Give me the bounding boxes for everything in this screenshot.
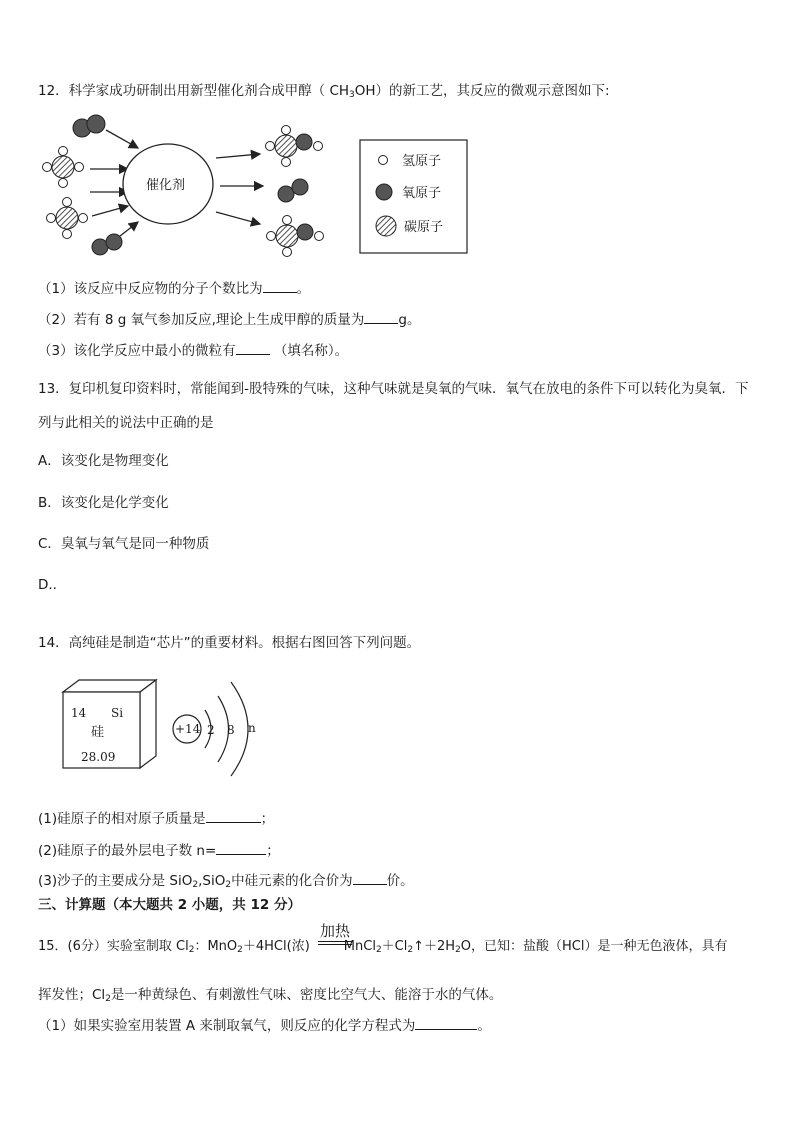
q14-sub2-tail: ； [266,843,280,859]
q12-reaction-diagram [38,112,478,262]
q12-sub1 [38,280,310,298]
q15-sub1-tail: 。 [477,1018,491,1034]
q12-sub2-blank [364,311,398,324]
legend-oxygen: 氧原子 [402,186,442,201]
q14-sub1 [38,810,274,828]
q15-line2-sub: 2 [105,994,111,1004]
q15-stem-g: O，已知：盐酸（HCl）是一种无色液体，具有 [460,939,728,954]
q14-silicon-figure [55,670,295,800]
q15-sub1 [38,1017,491,1035]
q12-stem-pre: 12．科学家成功研制出用新型催化剂合成甲醇（ CH [38,83,350,99]
q15-sub-3: 2 [375,945,382,955]
q15-stem [38,938,728,959]
q15-sub1-blank [415,1017,477,1030]
methane-molecule-left-2 [47,198,88,239]
q13-option-d: D.. [38,577,57,593]
q13-option-a: A．该变化是物理变化 [38,453,169,469]
catalyst-label: 催化剂 [146,178,186,193]
q12-sub3 [38,342,348,360]
q14-sub3 [38,872,414,894]
q12-sub1-tail: 。 [296,281,311,297]
oxygen-molecule-right [278,179,308,202]
q15-condition: 加热 [320,922,351,940]
q14-sub2-pre: (2)硅原子的最外层电子数 n= [38,843,217,859]
q14-sub1-pre: (1)硅原子的相对原子质量是 [38,811,206,827]
q15-line2 [38,986,502,1008]
legend-carbon: 碳原子 [404,220,444,235]
q14-sub2 [38,842,280,860]
q13-option-b: B．该变化是化学变化 [38,495,169,511]
q15-stem-e: ＋Cl [381,939,408,954]
q13-stem-line2: 列与此相关的说法中正确的是 [38,415,214,431]
q15-stem-c: ＋4HCl(浓) [242,939,310,954]
methane-molecule-left-1 [43,147,84,188]
q12-sub3-tail: （填名称）。 [273,343,349,359]
nucleus-charge: +14 [175,722,201,736]
element-symbol: Si [111,706,124,720]
q15-sub-4: 2 [407,945,414,955]
q12-sub3-blank [236,342,270,355]
q15-sub-2: 2 [237,945,243,955]
shell-electrons-2: 8 [227,723,235,737]
q12-stem-post: OH）的新工艺，其反应的微观示意图如下: [354,83,610,99]
q14-stem: 14．高纯硅是制造“芯片”的重要材料。根据右图回答下列问题。 [38,635,421,651]
element-name: 硅 [91,725,105,740]
q12-sub1-text: （1）该反应中反应物的分子个数比为 [38,281,263,297]
q14-sub3-tail: 价。 [386,873,414,889]
q15-stem-b: ：MnO [194,939,238,954]
element-mass: 28.09 [81,750,116,764]
q12-stem [38,82,610,104]
q14-sub3-mid1: ,SiO [198,873,226,889]
q15-stem-f: ↑＋2H [413,939,456,954]
q12-sub2-tail: g。 [398,312,421,328]
q12-sub2 [38,311,421,329]
q15-sub-1: 2 [188,945,195,955]
q12-sub2-pre: （2）若有 8 g 氧气参加反应,理论上生成甲醇的质量为 [38,312,365,328]
section-3-title: 三、计算题（本大题共 2 小题，共 12 分） [38,897,301,913]
q15-stem-d: MnCl [343,939,376,954]
q12-stem-sub: 3 [349,90,355,100]
q15-stem-a: 15．(6分）实验室制取 Cl [38,939,189,954]
q15-sub-5: 2 [455,945,461,955]
q14-sub3-pre: (3)沙子的主要成分是 SiO [38,873,193,889]
q14-sub1-tail: ； [260,811,275,827]
legend-hydrogen: 氢原子 [402,154,442,169]
q14-sub2-blank [216,842,266,855]
q15-line2-b: 是一种黄绿色、有刺激性气味、密度比空气大、能溶于水的气体。 [110,987,503,1003]
shell-electrons-3: n [248,721,256,735]
oxygen-molecule-left-bottom [92,234,122,255]
element-number: 14 [71,706,87,720]
q15-sub1-pre: （1）如果实验室用装置 A 来制取氧气，则反应的化学方程式为 [38,1018,416,1034]
oxygen-molecule-left-top [73,115,105,137]
q14-sub3-sub-a: 2 [192,880,199,890]
q14-sub3-blank [353,872,387,885]
methanol-molecule-bottom [267,216,324,257]
q14-sub3-sub-b: 2 [225,880,232,890]
q13-stem-line1: 13．复印机复印资料时，常能闻到-股特殊的气味，这种气味就是臭氧的气味．氧气在放电的条件下可以转化为臭氧．下 [38,381,749,397]
q14-sub3-mid2: 中硅元素的化合价为 [231,873,353,889]
q15-line2-a: 挥发性；Cl [38,987,106,1003]
shell-electrons-1: 2 [207,723,215,737]
q14-sub1-blank [206,810,261,823]
q12-sub1-blank [263,280,297,293]
methanol-molecule-top [266,126,323,167]
q13-option-c: C．臭氧与氧气是同一种物质 [38,536,210,552]
q12-sub3-pre: （3）该化学反应中最小的微粒有 [38,343,236,359]
